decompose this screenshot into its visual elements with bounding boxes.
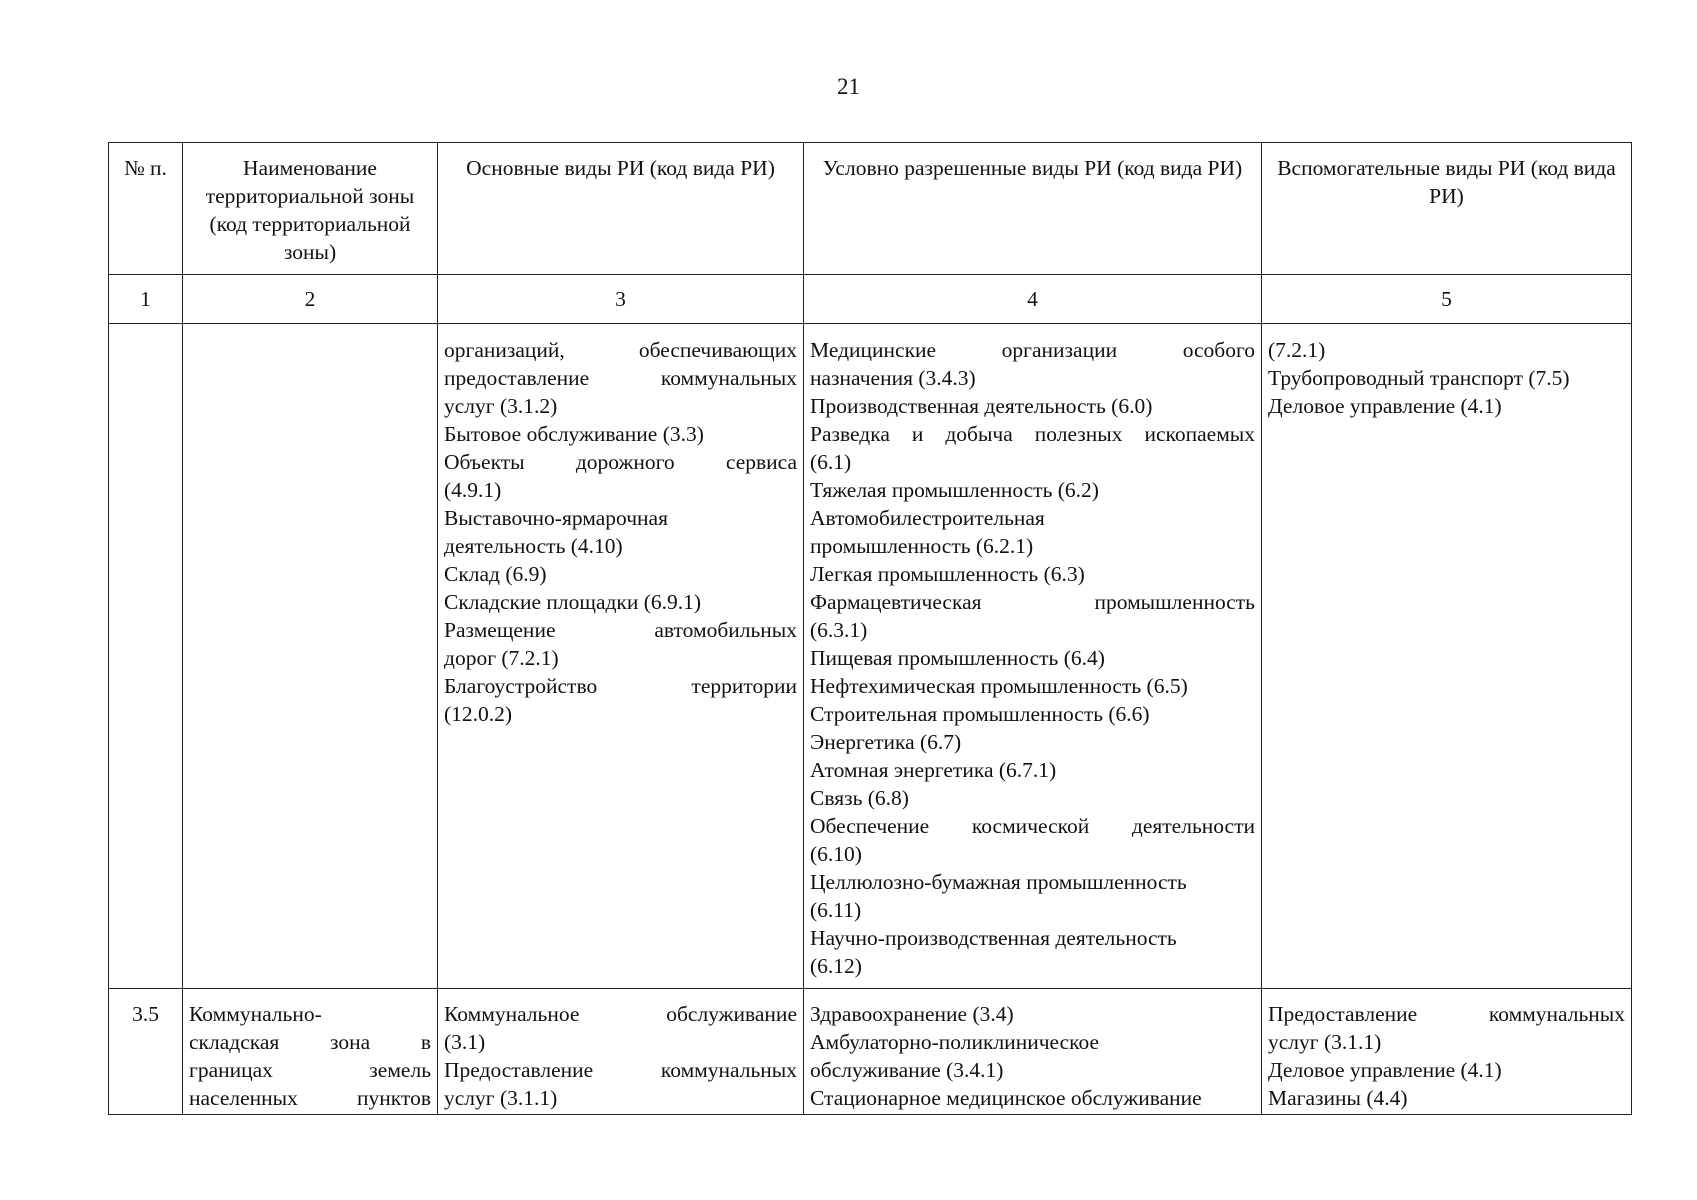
list-item: (4.9.1): [444, 478, 502, 502]
list-item: Объекты дорожного сервиса: [444, 450, 797, 474]
list-item: Тяжелая промышленность (6.2): [810, 478, 1099, 502]
list-item: Легкая промышленность (6.3): [810, 562, 1085, 586]
list-item: промышленность (6.2.1): [810, 534, 1034, 558]
table-row: [109, 989, 1632, 1115]
header-main-uses: Основные виды РИ (код вида РИ): [438, 143, 804, 275]
list-item: Выставочно-ярмарочная: [444, 506, 668, 530]
table-row: [109, 324, 1632, 989]
column-number: 4: [804, 275, 1262, 324]
header-zone-name: Наименование территориальной зоны (код территориальной зоны): [183, 143, 438, 275]
list-item: Нефтехимическая промышленность (6.5): [810, 674, 1188, 698]
list-item: Здравоохранение (3.4): [810, 1002, 1014, 1026]
list-item: Магазины (4.4): [1268, 1086, 1408, 1110]
list-item: деятельность (4.10): [444, 534, 623, 558]
conditional-uses-cell: [804, 989, 1262, 1115]
column-number: 1: [109, 275, 183, 324]
main-uses-cell: [438, 324, 804, 989]
list-item: Амбулаторно-поликлиническое: [810, 1030, 1100, 1054]
auxiliary-uses-cell: [1262, 989, 1632, 1115]
list-item: Автомобилестроительная: [810, 506, 1045, 530]
list-item: Пищевая промышленность (6.4): [810, 646, 1105, 670]
zone-name-line: границах земель: [189, 1058, 431, 1082]
list-item: (6.3.1): [810, 618, 868, 642]
zones-table: [108, 142, 1632, 1115]
list-item: (6.12): [810, 954, 862, 978]
list-item: Производственная деятельность (6.0): [810, 394, 1153, 418]
list-item: Стационарное медицинское обслуживание: [810, 1086, 1202, 1110]
list-item: Деловое управление (4.1): [1268, 1058, 1502, 1082]
list-item: Склад (6.9): [444, 562, 547, 586]
list-item: (6.1): [810, 450, 852, 474]
list-item: (12.0.2): [444, 702, 513, 726]
list-item: Энергетика (6.7): [810, 730, 962, 754]
zone-name-cell: [183, 324, 438, 989]
zone-name-line: населенных пунктов: [189, 1086, 431, 1110]
header-number: № п.: [109, 143, 183, 275]
list-item: Размещение автомобильных: [444, 618, 797, 642]
zone-name-cell: [183, 989, 438, 1115]
list-item: предоставление коммунальных: [444, 366, 797, 390]
list-item: Целлюлозно-бумажная промышленность: [810, 870, 1187, 894]
row-number-cell: 3.5: [109, 989, 183, 1115]
list-item: Разведка и добыча полезных ископаемых: [810, 422, 1255, 446]
zone-name-line: складская зона в: [189, 1030, 431, 1054]
page-number: 21: [837, 74, 860, 99]
list-item: Складские площадки (6.9.1): [444, 590, 702, 614]
list-item: Бытовое обслуживание (3.3): [444, 422, 704, 446]
list-item: услуг (3.1.2): [444, 394, 558, 418]
list-item: Атомная энергетика (6.7.1): [810, 758, 1057, 782]
list-item: Коммунальное обслуживание: [444, 1002, 797, 1026]
main-uses-cell: [438, 989, 804, 1115]
list-item: Фармацевтическая промышленность: [810, 590, 1255, 614]
header-auxiliary-uses: Вспомогательные виды РИ (код вида РИ): [1262, 143, 1632, 275]
list-item: обслуживание (3.4.1): [810, 1058, 1004, 1082]
column-number-row: [109, 275, 1632, 324]
list-item: дорог (7.2.1): [444, 646, 559, 670]
list-item: Благоустройство территории: [444, 674, 797, 698]
list-item: Предоставление коммунальных: [444, 1058, 797, 1082]
header-conditional-uses: Условно разрешенные виды РИ (код вида РИ): [804, 143, 1262, 275]
list-item: Обеспечение космической деятельности: [810, 814, 1255, 838]
list-item: Деловое управление (4.1): [1268, 394, 1502, 418]
auxiliary-uses-cell: [1262, 324, 1632, 989]
zone-name-line: Коммунально-: [189, 1002, 322, 1026]
list-item: Научно-производственная деятельность: [810, 926, 1177, 950]
column-number: 3: [438, 275, 804, 324]
list-item: организаций, обеспечивающих: [444, 338, 797, 362]
row-number-cell: [109, 324, 183, 989]
conditional-uses-cell: [804, 324, 1262, 989]
list-item: назначения (3.4.3): [810, 366, 976, 390]
column-number: 2: [183, 275, 438, 324]
list-item: Медицинские организации особого: [810, 338, 1255, 362]
list-item: услуг (3.1.1): [444, 1086, 558, 1110]
list-item: (6.11): [810, 898, 862, 922]
column-number: 5: [1262, 275, 1632, 324]
list-item: (7.2.1): [1268, 338, 1326, 362]
list-item: Строительная промышленность (6.6): [810, 702, 1150, 726]
list-item: Трубопроводный транспорт (7.5): [1268, 366, 1570, 390]
list-item: Предоставление коммунальных: [1268, 1002, 1625, 1026]
list-item: Связь (6.8): [810, 786, 909, 810]
list-item: (6.10): [810, 842, 862, 866]
table-header-row: [109, 143, 1632, 275]
list-item: услуг (3.1.1): [1268, 1030, 1382, 1054]
list-item: (3.1): [444, 1030, 486, 1054]
